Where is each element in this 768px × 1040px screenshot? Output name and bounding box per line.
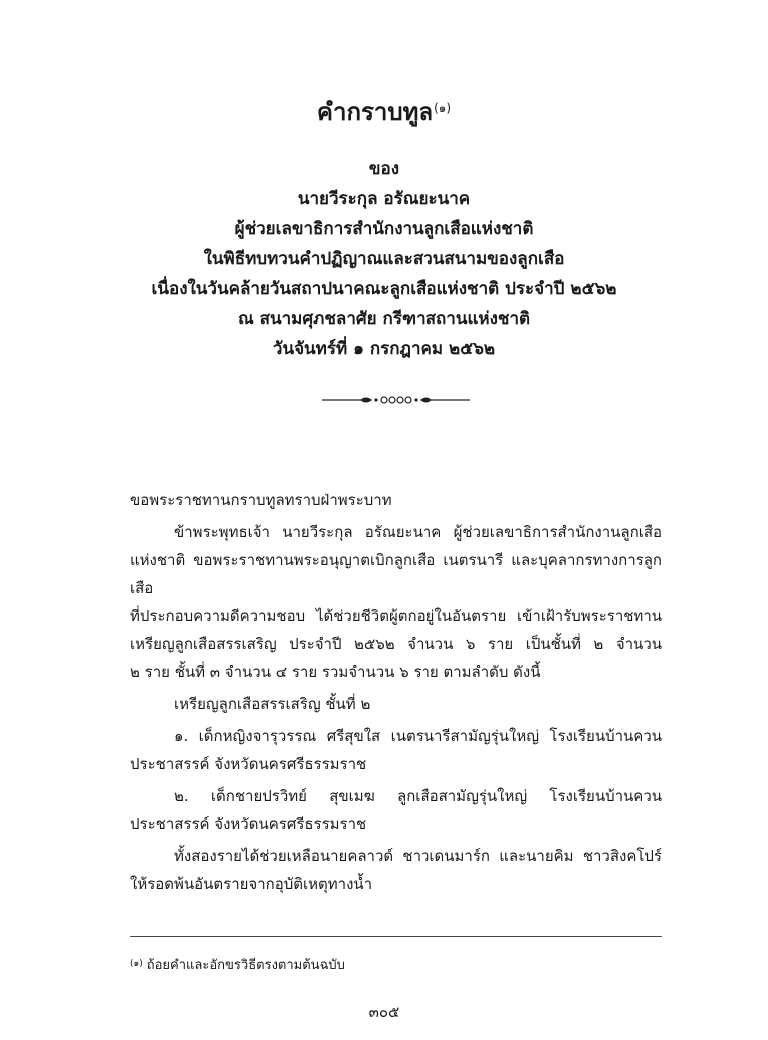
list-item-line: ๑. เด็กหญิงจารุวรรณ ศรีสุขใส เนตรนารีสามัญรุ่นใหญ่ โรงเรียนบ้านควน [174, 727, 662, 745]
salutation: ขอพระราชทานกราบทูลทราบฝ่าพระบาท [130, 491, 392, 509]
heading-line: ผู้ช่วยเลขาธิการสำนักงานลูกเสือแห่งชาติ [234, 219, 534, 239]
paragraph-line: ทั้งสองรายได้ช่วยเหลือนายคลาวด์ ชาวเดนมาร์ก และนายคิม ชาวสิงคโปร์ [174, 847, 662, 865]
footnote-mark: (๑) [130, 959, 143, 969]
heading-line: นายวีระกุล อรัณยะนาค [297, 189, 471, 209]
list-item-line: ประชาสรรค์ จังหวัดนครศรีธรรมราช [130, 815, 367, 833]
footnote-divider [130, 936, 662, 937]
paragraph-line: ข้าพระพุทธเจ้า นายวีระกุล อรัณยะนาค ผู้ช่วยเลขาธิการสำนักงานลูกเสือ [174, 523, 662, 541]
title-text: คำกราบทูล [316, 98, 434, 126]
heading-line: เนื่องในวันคล้ายวันสถาปนาคณะลูกเสือแห่งชาติ ประจำปี ๒๕๖๒ [151, 279, 617, 299]
list-item-line: ประชาสรรค์ จังหวัดนครศรีธรรมราช [130, 755, 367, 773]
heading-line: ในพิธีทบทวนคำปฏิญาณและสวนสนามของลูกเสือ [203, 249, 565, 269]
medal-heading: เหรียญลูกเสือสรรเสริญ ชั้นที่ ๒ [174, 695, 371, 713]
paragraph-line: ที่ประกอบความดีความชอบ ได้ช่วยชีวิตผู้ตกอยู่ในอันตราย เข้าเฝ้ารับพระราชทาน [130, 607, 662, 625]
page-number: ๓๐๕ [368, 1003, 400, 1021]
heading-line: ณ สนามศุภชลาศัย กรีฑาสถานแห่งชาติ [237, 309, 531, 329]
speech-body [130, 486, 662, 898]
heading-line: ของ [368, 159, 400, 179]
footnote [130, 956, 345, 976]
paragraph-line: ให้รอดพ้นอันตรายจากอุบัติเหตุทางน้ำ [130, 875, 373, 893]
paragraph-line: แห่งชาติ ขอพระราชทานพระอนุญาตเบิกลูกเสือ เนตรนารี และบุคลากรทางการลูกเสือ [130, 551, 662, 597]
title-footnote-mark: (๑) [434, 101, 452, 115]
list-item-line: ๒. เด็กชายปรวิทย์ สุขเมฆ ลูกเสือสามัญรุ่นใหญ่ โรงเรียนบ้านควน [174, 787, 662, 805]
list-item [130, 722, 662, 778]
list-item [130, 782, 662, 838]
speech-heading [0, 154, 768, 364]
paragraph-line: ๒ ราย ชั้นที่ ๓ จำนวน ๔ ราย รวมจำนวน ๖ ราย ตามลำดับ ดังนี้ [130, 663, 541, 681]
heading-line: วันจันทร์ที่ ๑ กรกฎาคม ๒๕๖๒ [272, 339, 496, 359]
page-title [0, 96, 768, 128]
closing-paragraph [130, 842, 662, 898]
paragraph-line: เหรียญลูกเสือสรรเสริญ ประจำปี ๒๕๖๒ จำนวน ๖ ราย เป็นชั้นที่ ๒ จำนวน [130, 635, 662, 653]
ornament-divider-icon [320, 390, 472, 410]
paragraph-1 [130, 518, 662, 686]
footnote-text: ถ้อยคำและอักขรวิธีตรงตามต้นฉบับ [146, 958, 345, 973]
